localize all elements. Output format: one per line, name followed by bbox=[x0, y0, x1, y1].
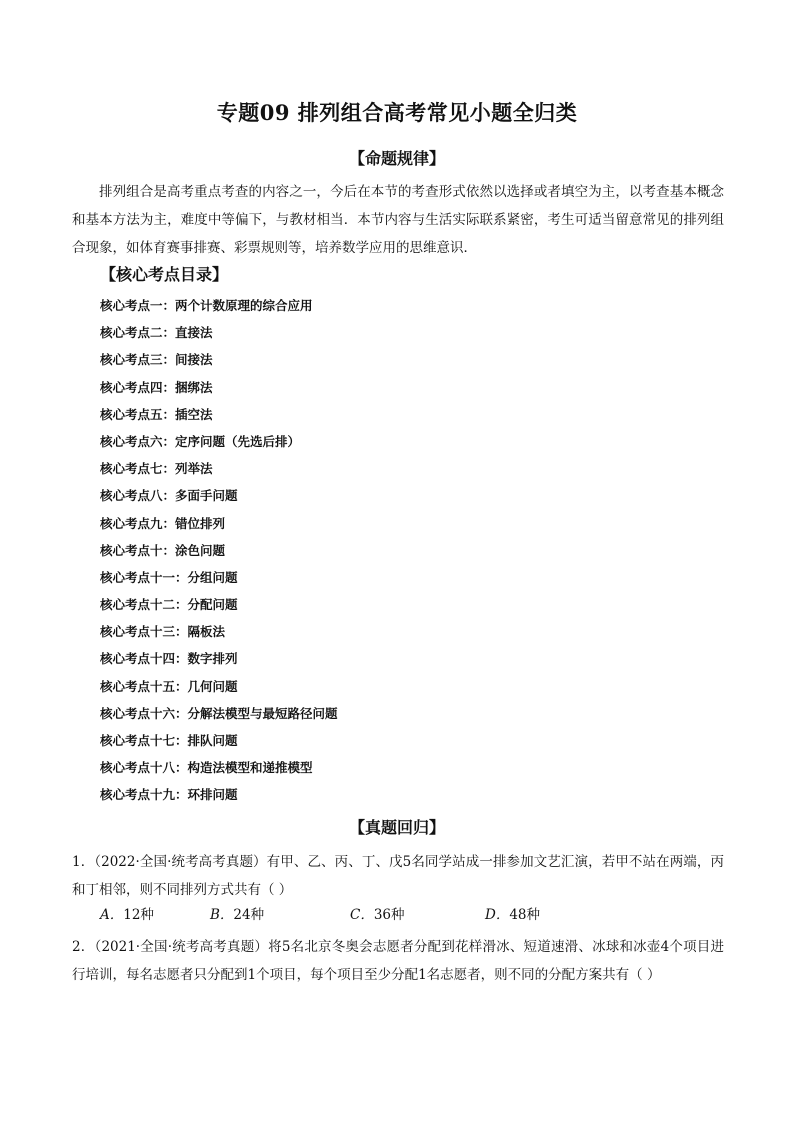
topic-list bbox=[100, 292, 338, 809]
section-heading-real-exams: 【真题回归】 bbox=[348, 818, 445, 837]
topic-item: 核心考点六：定序问题（先选后排） bbox=[100, 433, 301, 449]
law-paragraph: 排列组合是高考重点考查的内容之一，今后在本节的考查形式依然以选择或者填空为主，以考查基本概念和基本方法为主，难度中等偏下，与教材相当．本节内容与生活实际联系紧密，考生可适当留意常见的排列组合现象，如体育赛事排赛、彩票规则等，培养数学应用的思维意识． bbox=[72, 184, 724, 256]
question-2-text: 2．（2021·全国·统考高考真题）将5名北京冬奥会志愿者分配到花样滑冰、短道速滑、冰球和冰壶4个项目进行培训，每名志愿者只分配到1个项目，每个项目至少分配1名志愿者，则不同的分配方案共有（ ） bbox=[72, 939, 724, 983]
topic-item: 核心考点十二：分配问题 bbox=[100, 597, 238, 613]
topic-item: 核心考点八：多面手问题 bbox=[100, 488, 238, 504]
topic-item: 核心考点十：涂色问题 bbox=[100, 542, 226, 558]
question-1-options bbox=[100, 903, 660, 927]
option-a: A．12种 bbox=[100, 907, 154, 923]
topic-item: 核心考点十七：排队问题 bbox=[100, 733, 238, 748]
option-c: C．36种 bbox=[350, 907, 405, 923]
topic-item: 核心考点十九：环排问题 bbox=[100, 787, 238, 803]
topic-item: 核心考点二：直接法 bbox=[100, 325, 213, 341]
topic-item: 核心考点一：两个计数原理的综合应用 bbox=[100, 298, 313, 313]
topic-item: 核心考点十四：数字排列 bbox=[100, 651, 238, 667]
topic-item: 核心考点四：捆绑法 bbox=[100, 379, 213, 395]
topic-item: 核心考点九：错位排列 bbox=[100, 515, 226, 531]
topic-item: 核心考点十六：分解法模型与最短路径问题 bbox=[100, 705, 338, 721]
option-d: D．48种 bbox=[485, 907, 541, 923]
topic-item: 核心考点五：插空法 bbox=[100, 406, 213, 422]
section-heading-directory: 【核心考点目录】 bbox=[100, 265, 229, 284]
section-heading-law: 【命题规律】 bbox=[348, 149, 445, 168]
option-b: B．24种 bbox=[210, 907, 265, 923]
topic-item: 核心考点三：间接法 bbox=[100, 352, 213, 368]
topic-item: 核心考点七：列举法 bbox=[100, 461, 213, 477]
topic-item: 核心考点十五：几何问题 bbox=[100, 678, 238, 694]
topic-item: 核心考点十一：分组问题 bbox=[100, 569, 238, 585]
question-1-text: 1．（2022·全国·统考高考真题）有甲、乙、丙、丁、戊5名同学站成一排参加文艺汇演，若甲不站在两端，丙和丁相邻，则不同排列方式共有（ ） bbox=[72, 854, 724, 898]
topic-item: 核心考点十八：构造法模型和递推模型 bbox=[100, 760, 313, 776]
page-title: 专题09 排列组合高考常见小题全归类 bbox=[216, 100, 578, 125]
topic-item: 核心考点十三：隔板法 bbox=[100, 624, 226, 640]
